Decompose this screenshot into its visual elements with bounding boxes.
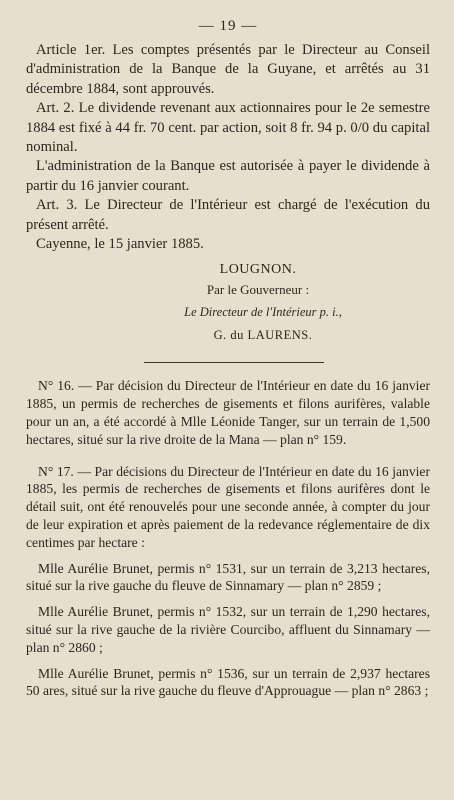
decree-text bbox=[26, 41, 430, 254]
list-item: Mlle Aurélie Brunet, permis n° 1531, sur un terrain de 3,213 hectares, situé sur la rive gauche du fleuve de Sinnamary — plan n° 2859 ; bbox=[26, 560, 430, 594]
notices bbox=[26, 377, 430, 700]
notice-16: N° 16. — Par décision du Directeur de l'Intérieur en date du 16 janvier 1885, un permis de recherches de gisements et filons aurifères, valable pour un an, a été accordé à Mlle Léonide Tanger, sur un terrain de 1,500 hectares, situé sur la rive droite de la Mana — plan n° 159. bbox=[26, 378, 430, 447]
article-3: Art. 3. Le Directeur de l'Intérieur est chargé de l'exécution du présent arrêté. bbox=[26, 197, 430, 233]
signature-block bbox=[26, 260, 430, 346]
section-divider bbox=[144, 362, 324, 363]
article-1: Article 1er. Les comptes présentés par le Directeur au Conseil d'administration de la Banque de la Guyane, et arrêtés au 31 décembre 1884, sont approuvés. bbox=[26, 42, 430, 97]
signer-name: LOUGNON. bbox=[219, 262, 297, 278]
authorization-paragraph: L'administration de la Banque est autorisée à payer le dividende à partir du 16 janvier courant. bbox=[26, 158, 430, 194]
director-name: G. du LAURENS. bbox=[213, 328, 313, 343]
date-place: Cayenne, le 15 janvier 1885. bbox=[36, 236, 204, 253]
article-2: Art. 2. Le dividende revenant aux actionnaires pour le 2e semestre 1884 est fixé à 44 fr. 70 cent. par action, soit 8 fr. 94 p. 0/0 du capital nominal. bbox=[26, 100, 430, 156]
list-item: Mlle Aurélie Brunet, permis n° 1536, sur un terrain de 2,937 hectares 50 ares, situé sur la rive gauche du fleuve d'Approuague — plan n° 2863 ; bbox=[26, 665, 430, 699]
list-item: Mlle Aurélie Brunet, permis n° 1532, sur un terrain de 1,290 hectares, situé sur la rive gauche de la rivière Courcibo, affluent du Sinnamary — plan n° 2860 ; bbox=[26, 604, 430, 655]
page-number: — 19 — bbox=[198, 18, 258, 34]
notice-17-intro: N° 17. — Par décisions du Directeur de l'Intérieur en date du 16 janvier 1885, les permis de recherches de gisements et filons aurifères dont le détail suit, ont été renouvelés pour une seconde année, à compter du jour de leur expiration et après paiement de la redevance réglementaire de dix centimes par hectare : bbox=[26, 463, 430, 550]
director-title: Le Directeur de l'Intérieur p. i., bbox=[184, 305, 342, 320]
by-governor-line: Par le Gouverneur : bbox=[206, 282, 310, 298]
